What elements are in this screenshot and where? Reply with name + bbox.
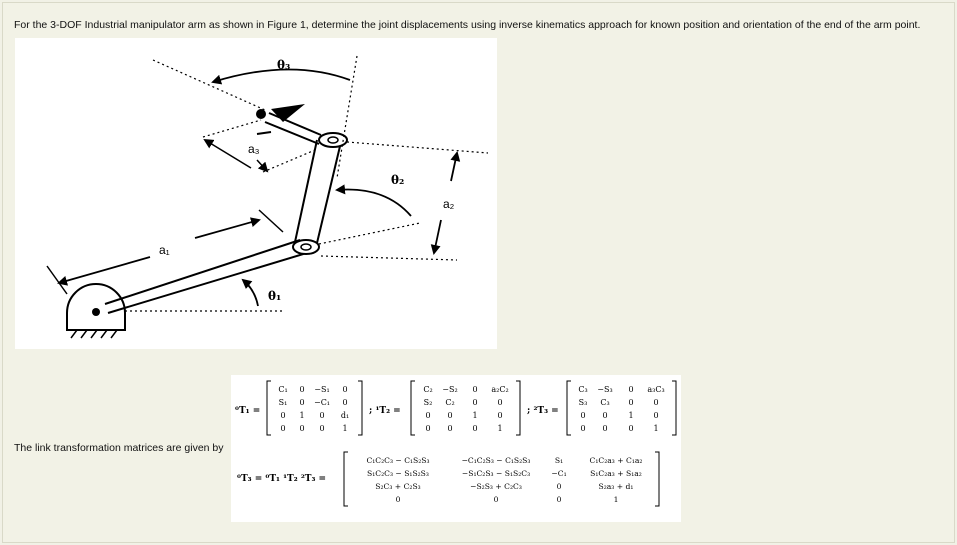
matrix-cell: −S₁ xyxy=(314,385,330,394)
label-theta2: θ₂ xyxy=(391,173,405,187)
matrix-cell: 0 xyxy=(299,398,305,407)
matrix-cell: a₂C₂ xyxy=(491,385,509,394)
matrix-cell: S₁C₂C₃ − S₁S₂S₃ xyxy=(367,469,429,478)
matrix-cell: −S₁C₂S₃ − S₁S₂C₃ xyxy=(461,469,531,478)
matrix-cell: 1 xyxy=(653,424,659,433)
matrix-cell: 0 xyxy=(342,398,348,407)
a1-dimension-left xyxy=(59,257,150,283)
matrix-cell: 0 xyxy=(425,424,431,433)
label-a1: a₁ xyxy=(159,243,170,257)
base-joint xyxy=(92,308,100,316)
matrix-cell: C₂ xyxy=(423,385,433,394)
matrix-cell: 1 xyxy=(299,411,305,420)
matrix-cell: 0 xyxy=(447,411,453,420)
label-theta3: θ₃ xyxy=(277,58,291,72)
matrix-cell: −S₂ xyxy=(442,385,458,394)
matrix-cell: S₂ xyxy=(423,398,433,407)
matrix-cell: C₂ xyxy=(445,398,455,407)
matrix-cell: 0 xyxy=(653,398,659,407)
a3-dimension xyxy=(205,140,251,168)
matrix-cell: 1 xyxy=(497,424,503,433)
matrix-cell: −C₁C₂S₃ − C₁S₂S₃ xyxy=(461,456,531,465)
a2-dimension-down xyxy=(434,220,441,253)
matrix-cell: S₁ xyxy=(278,398,288,407)
matrix-cell: 0 xyxy=(447,424,453,433)
transformation-matrices xyxy=(231,375,681,522)
matrix-cell: 1 xyxy=(628,411,634,420)
matrix-cell: 0 xyxy=(628,424,634,433)
matrix-cell: 1 xyxy=(342,424,348,433)
matrix-cell: 0 xyxy=(425,411,431,420)
matrix-cell: 0 xyxy=(342,385,348,394)
matrix-cell: C₁ xyxy=(278,385,288,394)
matrix-cell: d₁ xyxy=(340,411,350,420)
matrix-cell: 0 xyxy=(472,385,478,394)
theta2-arrow xyxy=(337,190,411,216)
matrix-cell: 0 xyxy=(580,424,586,433)
matrix-cell: 0 xyxy=(602,424,608,433)
matrix-T12-label: ; ¹T₂ = xyxy=(369,406,401,416)
matrix-T01-label: ⁰T₁ = xyxy=(235,406,261,416)
theta1-arrow xyxy=(243,280,258,306)
matrix-cell: −C₁ xyxy=(313,398,331,407)
matrix-cell: 0 xyxy=(556,482,562,491)
link3-reference-line xyxy=(153,60,265,110)
a1-dimension-right xyxy=(195,220,259,238)
matrix-cell: C₃ xyxy=(600,398,610,407)
link-3 xyxy=(265,113,321,144)
matrix-cell: 0 xyxy=(497,411,503,420)
matrix-cell: −C₁ xyxy=(551,469,567,478)
matrix-T03-label: ⁰T₃ = ⁰T₁ ¹T₂ ²T₃ = xyxy=(237,474,327,484)
matrix-cell: 0 xyxy=(280,424,286,433)
matrix-T23-label: ; ²T₃ = xyxy=(527,406,559,416)
matrix-cell: −S₃ xyxy=(597,385,613,394)
matrix-cell: 0 xyxy=(556,495,562,504)
matrix-cell: a₃C₃ xyxy=(647,385,665,394)
question-text: For the 3-DOF Industrial manipulator arm as shown in Figure 1, determine the joint displacements using inverse kinematics approach for known position and orientation of the end of the arm point. xyxy=(14,19,921,31)
matrix-cell: 0 xyxy=(602,411,608,420)
link-2 xyxy=(295,140,341,243)
matrix-cell: C₃ xyxy=(578,385,588,394)
matrix-cell: 0 xyxy=(653,411,659,420)
label-theta1: θ₁ xyxy=(268,289,282,303)
matrix-cell: 0 xyxy=(493,495,499,504)
matrix-cell: 0 xyxy=(628,385,634,394)
ground-hatch xyxy=(67,330,125,338)
joint2-horizontal-line xyxy=(321,256,457,260)
matrix-cell: 0 xyxy=(472,398,478,407)
link1-extension-line xyxy=(319,223,420,244)
matrix-cell: S₂a₃ + d₁ xyxy=(598,482,634,491)
matrix-cell: 0 xyxy=(395,495,401,504)
matrix-cell: S₁ xyxy=(554,456,564,465)
joint3-vertical-line xyxy=(337,56,357,178)
matrix-cell: 0 xyxy=(299,424,305,433)
matrix-cell: 1 xyxy=(472,411,478,420)
matrix-cell: C₁C₂a₃ + C₁a₂ xyxy=(589,456,643,465)
matrix-cell: S₁C₂a₃ + S₁a₂ xyxy=(590,469,642,478)
figure-manipulator-arm xyxy=(15,38,497,349)
matrix-cell: 0 xyxy=(280,411,286,420)
matrix-cell: C₁C₂C₃ − C₁S₂S₃ xyxy=(366,456,430,465)
matrix-cell: S₂C₃ + C₂S₃ xyxy=(375,482,421,491)
matrix-cell: 0 xyxy=(299,385,305,394)
label-a2: a₂ xyxy=(443,197,455,211)
matrix-cell: 0 xyxy=(472,424,478,433)
matrix-cell: −S₂S₃ + C₂C₃ xyxy=(470,482,522,491)
robot-base xyxy=(67,284,125,330)
matrix-cell: S₃ xyxy=(578,398,588,407)
matrix-cell: 0 xyxy=(319,411,325,420)
a2-dimension-up xyxy=(451,153,457,181)
matrix-cell: 1 xyxy=(613,495,619,504)
label-a3: a₃ xyxy=(248,142,260,156)
matrix-cell: 0 xyxy=(497,398,503,407)
matrix-cell: 0 xyxy=(580,411,586,420)
intro-text: The link transformation matrices are given by xyxy=(14,442,224,454)
matrix-cell: 0 xyxy=(319,424,325,433)
end-effector-gripper xyxy=(271,104,305,122)
end-effector-point xyxy=(256,109,266,119)
joint3-horizontal-line xyxy=(347,142,488,153)
matrix-cell: 0 xyxy=(628,398,634,407)
